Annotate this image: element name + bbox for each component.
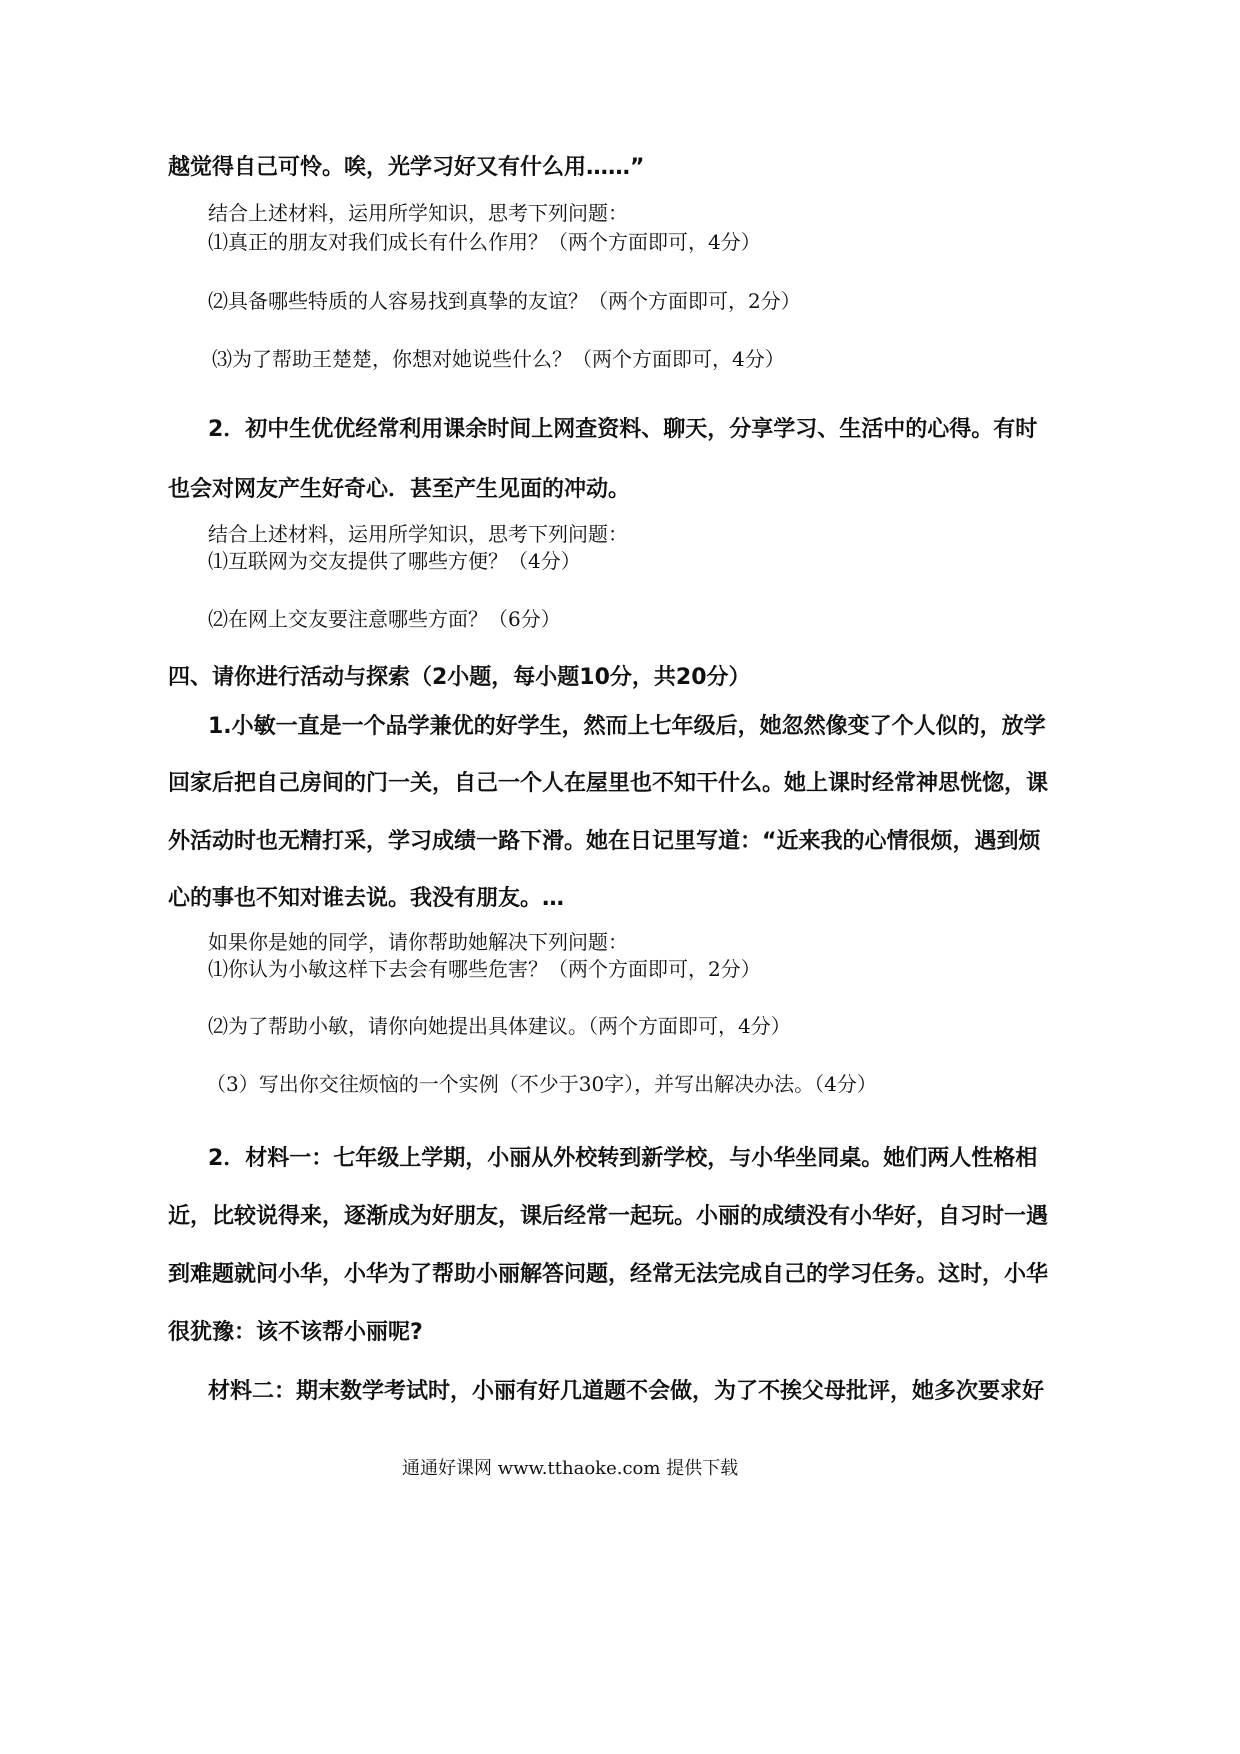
text-line: 越觉得自己可怜。唉，光学习好又有什么用……” <box>168 155 645 180</box>
page-footer: 通通好课网 www.tthaoke.com 提供下载 <box>402 1458 739 1479</box>
question-stem: 2．初中生优优经常利用课余时间上网查资料、聊天，分享学习、生活中的心得。有时 <box>208 417 1038 442</box>
text-line: 很犹豫：该不该帮小丽呢? <box>168 1320 423 1345</box>
text-line: 近，比较说得来，逐渐成为好朋友，课后经常一起玩。小丽的成绩没有小华好，自习时一遇 <box>168 1204 1049 1229</box>
question-item: （3）写出你交往烦恼的一个实例（不少于30字），并写出解决办法。（4分） <box>206 1072 877 1096</box>
question-stem: 1.小敏一直是一个品学兼优的好学生，然而上七年级后，她忽然像变了个人似的，放学 <box>208 714 1046 739</box>
question-item: ⑵具备哪些特质的人容易找到真挚的友谊？（两个方面即可，2分） <box>208 289 801 313</box>
text-line: 结合上述材料，运用所学知识，思考下列问题： <box>208 201 628 225</box>
text-line: 结合上述材料，运用所学知识，思考下列问题： <box>208 522 628 546</box>
question-stem: 2．材料一：七年级上学期，小丽从外校转到新学校，与小华坐同桌。她们两人性格相 <box>208 1146 1038 1171</box>
question-item: ⑴互联网为交友提供了哪些方便？（4分） <box>208 549 581 573</box>
question-item: ⑴你认为小敏这样下去会有哪些危害？（两个方面即可，2分） <box>208 957 761 981</box>
text-line: 也会对网友产生好奇心．甚至产生见面的冲动。 <box>168 477 631 502</box>
text-line: 到难题就问小华，小华为了帮助小丽解答问题，经常无法完成自己的学习任务。这时，小华 <box>168 1262 1049 1287</box>
text-line: 材料二：期末数学考试时，小丽有好几道题不会做，为了不挨父母批评，她多次要求好 <box>208 1379 1045 1404</box>
question-item: ⑴真正的朋友对我们成长有什么作用？（两个方面即可，4分） <box>208 230 761 254</box>
question-item: ⑵在网上交友要注意哪些方面？（6分） <box>208 607 561 631</box>
question-item: ⑵为了帮助小敏，请你向她提出具体建议。（两个方面即可，4分） <box>208 1014 791 1038</box>
text-line: 回家后把自己房间的门一关，自己一个人在屋里也不知干什么。她上课时经常神思恍惚，课 <box>168 771 1049 796</box>
text-line: 心的事也不知对谁去说。我没有朋友。… <box>168 886 565 911</box>
text-line: 如果你是她的同学，请你帮助她解决下列问题： <box>208 930 628 954</box>
text-line: 外活动时也无精打采，学习成绩一路下滑。她在日记里写道：“近来我的心情很烦，遇到烦 <box>168 829 1041 854</box>
question-item: ⑶为了帮助王楚楚，你想对她说些什么？（两个方面即可，4分） <box>212 347 785 371</box>
section-heading: 四、请你进行活动与探索（2小题，每小题10分，共20分） <box>168 665 751 690</box>
